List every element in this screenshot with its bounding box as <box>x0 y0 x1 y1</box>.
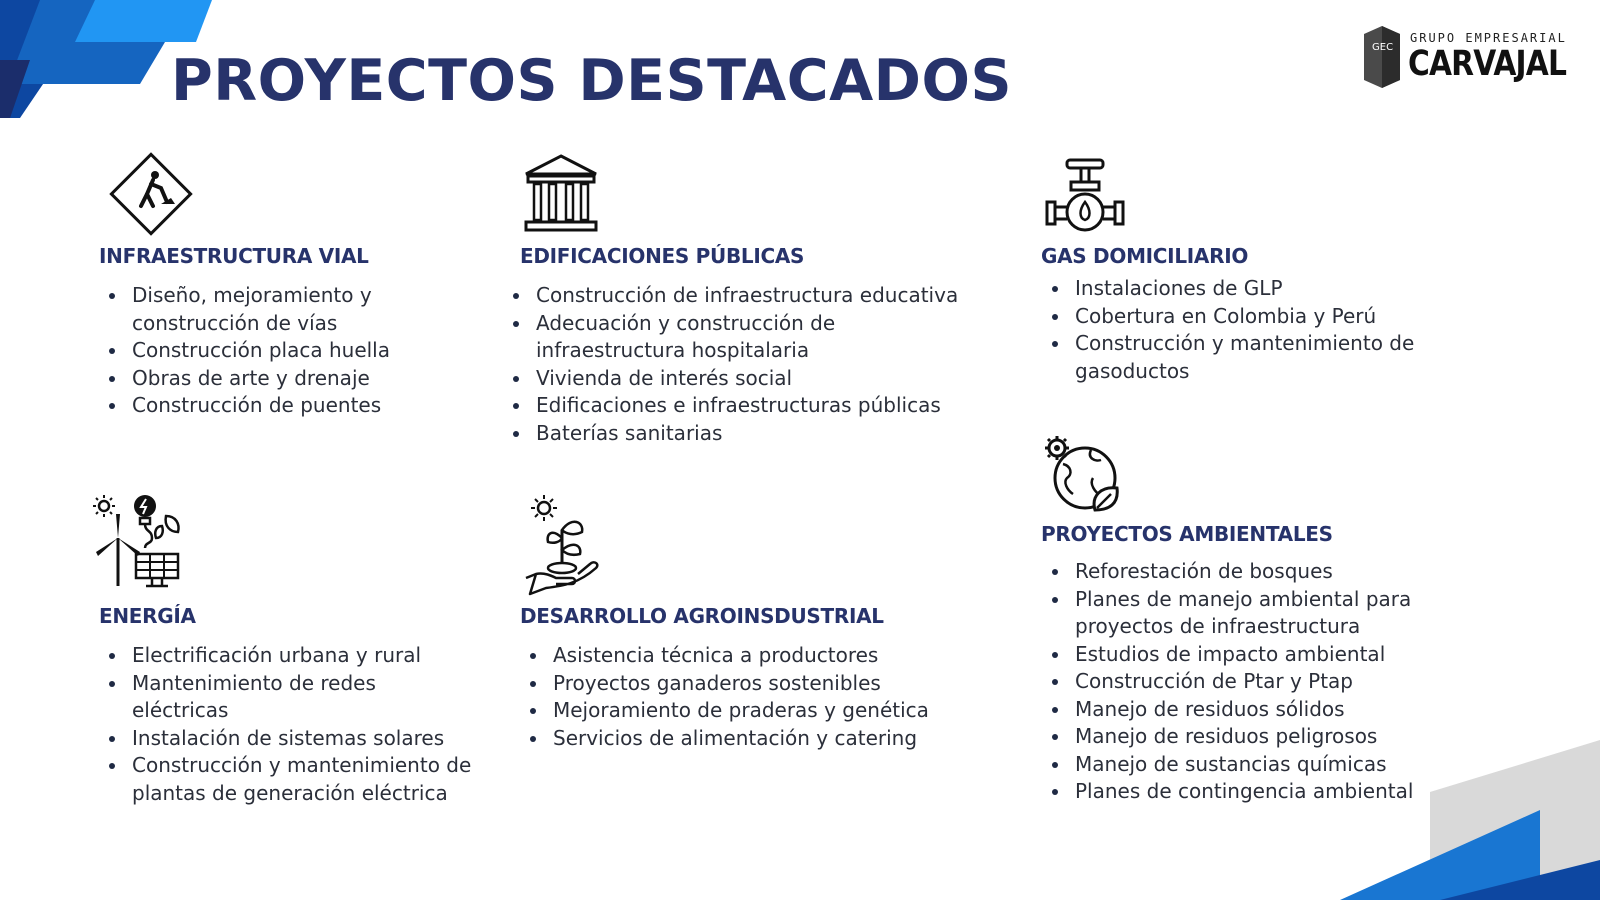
logo-group-label: GRUPO EMPRESARIAL <box>1410 31 1567 45</box>
list-item: Mantenimiento de redes eléctricas <box>132 670 472 725</box>
section-list <box>1075 558 1425 806</box>
section-heading: PROYECTOS AMBIENTALES <box>1041 522 1333 546</box>
list-item: Mejoramiento de praderas y genética <box>553 697 943 725</box>
list-item: Instalación de sistemas solares <box>132 725 472 753</box>
section-list <box>536 282 976 447</box>
section-infraestructura-vial <box>99 150 499 440</box>
list-item: Obras de arte y drenaje <box>132 365 402 393</box>
list-item: Construcción placa huella <box>132 337 402 365</box>
list-item: Planes de manejo ambiental para proyectos de infraestructura <box>1075 586 1425 641</box>
list-item: Baterías sanitarias <box>536 420 976 448</box>
list-item: Adecuación y construcción de infraestructura hospitalaria <box>536 310 976 365</box>
page-title: PROYECTOS DESTACADOS <box>171 48 1013 114</box>
section-heading: GAS DOMICILIARIO <box>1041 244 1249 268</box>
plant-in-hand-icon <box>522 494 602 602</box>
section-list <box>132 282 402 420</box>
section-list <box>132 642 472 807</box>
section-desarrollo-agroindustrial <box>520 494 950 774</box>
list-item: Planes de contingencia ambiental <box>1075 778 1425 806</box>
section-list <box>553 642 943 752</box>
section-heading: INFRAESTRUCTURA VIAL <box>99 244 369 268</box>
list-item: Reforestación de bosques <box>1075 558 1425 586</box>
section-list <box>1075 275 1415 385</box>
section-energia <box>99 494 499 805</box>
list-item: Instalaciones de GLP <box>1075 275 1415 303</box>
list-item: Electrificación urbana y rural <box>132 642 472 670</box>
list-item: Cobertura en Colombia y Perú <box>1075 303 1415 331</box>
logo-monogram-icon <box>1360 24 1402 90</box>
gas-valve-icon <box>1045 156 1125 234</box>
renewable-energy-icon <box>90 494 190 590</box>
public-building-icon <box>520 152 602 234</box>
section-heading: ENERGÍA <box>99 604 196 628</box>
road-worker-sign-icon <box>107 150 195 238</box>
list-item: Diseño, mejoramiento y construcción de vías <box>132 282 402 337</box>
list-item: Proyectos ganaderos sostenibles <box>553 670 943 698</box>
section-proyectos-ambientales <box>1041 434 1441 814</box>
section-gas-domiciliario <box>1041 150 1441 400</box>
section-edificaciones-publicas <box>520 150 980 460</box>
svg-text:GEC: GEC <box>1372 42 1394 53</box>
list-item: Manejo de residuos peligrosos <box>1075 723 1425 751</box>
list-item: Construcción de Ptar y Ptap <box>1075 668 1425 696</box>
list-item: Edificaciones e infraestructuras públicas <box>536 392 976 420</box>
list-item: Servicios de alimentación y catering <box>553 725 943 753</box>
list-item: Estudios de impacto ambiental <box>1075 641 1425 669</box>
section-heading: EDIFICACIONES PÚBLICAS <box>520 244 805 268</box>
section-heading: DESARROLLO AGROINSDUSTRIAL <box>520 604 884 628</box>
list-item: Manejo de sustancias químicas <box>1075 751 1425 779</box>
list-item: Construcción de infraestructura educativa <box>536 282 976 310</box>
company-logo <box>1360 24 1572 92</box>
eco-globe-icon <box>1041 434 1123 514</box>
list-item: Construcción y mantenimiento de plantas de generación eléctrica <box>132 752 472 807</box>
list-item: Asistencia técnica a productores <box>553 642 943 670</box>
logo-company-name: CARVAJAL <box>1408 44 1567 84</box>
list-item: Construcción y mantenimiento de gasoductos <box>1075 330 1415 385</box>
list-item: Vivienda de interés social <box>536 365 976 393</box>
list-item: Construcción de puentes <box>132 392 402 420</box>
list-item: Manejo de residuos sólidos <box>1075 696 1425 724</box>
